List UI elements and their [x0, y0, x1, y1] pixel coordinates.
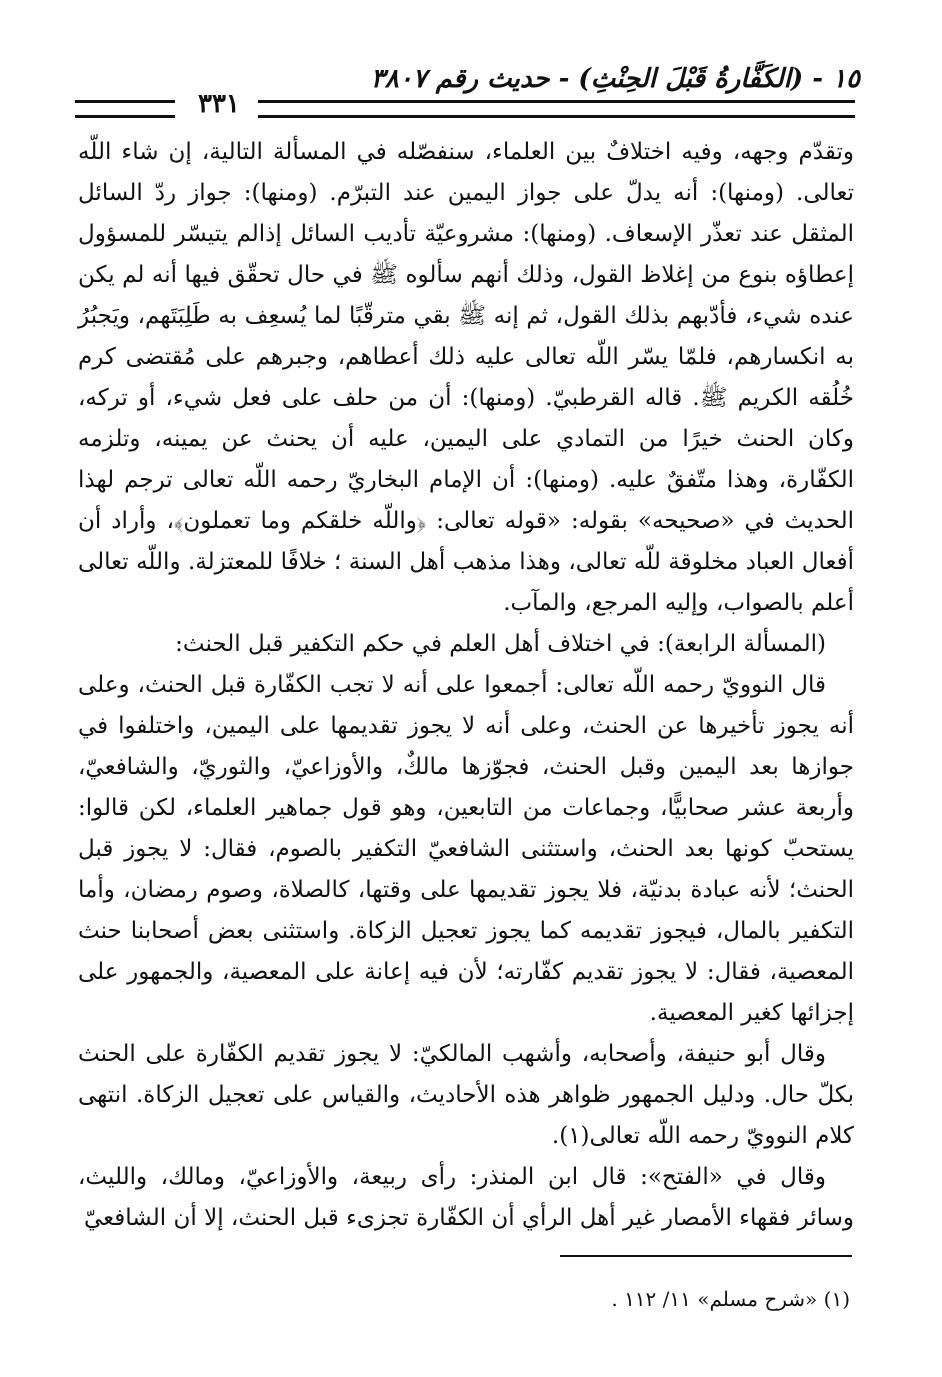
- paragraph: وقال أبو حنيفة، وأصحابه، وأشهب المالكيّ: لا يجوز تقديم الكفّارة على الحنث بكلّ حال. ودليل الجمهور ظواهر هذه الأحاديث، والقياس على تعجيل الزكاة. انتهى كلام النوويّ رحمه اللّه تعالى(١).: [78, 1041, 854, 1149]
- page-header: [70, 60, 860, 119]
- body-text: [78, 132, 854, 1239]
- running-title: ١٥ - (الكَفَّارةُ قَبْلَ الحِنْثِ) - حديث رقم ٣٨٠٧: [370, 64, 860, 94]
- section-heading-paragraph: (المسألة الرابعة): في اختلاف أهل العلم في حكم التكفير قبل الحنث:: [175, 631, 826, 657]
- header-rule-left: [75, 100, 175, 118]
- paragraph: وتقدّم وجهه، وفيه اختلافٌ بين العلماء، سنفصّله في المسألة التالية، إن شاء اللّه تعالى. (ومنها): أنه يدلّ على جواز اليمين عند التبرّم. (ومنها): جواز ردّ السائل المثقل عند تعذّر الإسعاف. (ومنها): مشروعيّة تأديب السائل إذالم يتيسّر للمسؤول إعطاؤه بنوع من إغلاظ القول، وذلك أنهم سألوه ﷺ في حال تحقّق فيها أنه لم يكن عنده شيء، فأدّبهم بذلك القول، ثم إنه ﷺ بقي مترقّبًا لما يُسعِف به طَلِبَتَهم، ويَجبُرُ به انكسارهم، فلمّا يسّر اللّه تعالى عليه ذلك أعطاهم، وجبرهم على مُقتضى كرم خُلُقه الكريم ﷺ. قاله القرطبيّ. (ومنها): أن من حلف على فعل شيء، أو تركه، وكان الحنث خيرًا من التمادي على اليمين، عليه أن يحنث عن يمينه، وتلزمه الكفّارة، وهذا متّفقٌ عليه. (ومنها): أن الإمام البخاريّ رحمه اللّه تعالى ترجم لهذا الحديث في «صحيحه» بقوله: «قوله تعالى: ﴿واللّه خلقكم وما تعملون﴾، وأراد أن أفعال العباد مخلوقة للّه تعالى، وهذا مذهب أهل السنة ؛ خلافًا للمعتزلة. واللّه تعالى أعلم بالصواب، وإليه المرجع، والمآب.: [78, 139, 854, 616]
- page-number: ٣٣١: [180, 90, 258, 118]
- footnote-separator: [560, 1255, 852, 1257]
- paragraph: وقال في «الفتح»: قال ابن المنذر: رأى ربيعة، والأوزاعيّ، ومالك، والليث، وسائر فقهاء الأمصار غير أهل الرأي أن الكفّارة تجزىء قبل الحنث، إلا أن الشافعيّ: [78, 1164, 854, 1231]
- paragraph: قال النوويّ رحمه اللّه تعالى: أجمعوا على أنه لا تجب الكفّارة قبل الحنث، وعلى أنه يجوز تأخيرها عن الحنث، وعلى أنه لا يجوز تقديمها على اليمين، واختلفوا في جوازها بعد اليمين وقبل الحنث، فجوّزها مالكٌ، والأوزاعيّ، والثوريّ، والشافعيّ، وأربعة عشر صحابيًّا، وجماعات من التابعين، وهو قول جماهير العلماء، لكن قالوا: يستحبّ كونها بعد الحنث، واستثنى الشافعيّ التكفير بالصوم، فقال: لا يجوز قبل الحنث؛ لأنه عبادة بدنيّة، فلا يجوز تقديمها على وقتها، كالصلاة، وصوم رمضان، وأما التكفير بالمال، فيجوز تقديمه كما يجوز تعجيل الزكاة. واستثنى بعض أصحابنا حنث المعصية، فقال: لا يجوز تقديم كفّارته؛ لأن فيه إعانة على المعصية، والجمهور على إجزائها كغير المعصية.: [78, 672, 854, 1026]
- footnote: (١) «شرح مسلم» ١١/ ١١٢ .: [611, 1287, 850, 1311]
- header-rule-right: [225, 100, 855, 118]
